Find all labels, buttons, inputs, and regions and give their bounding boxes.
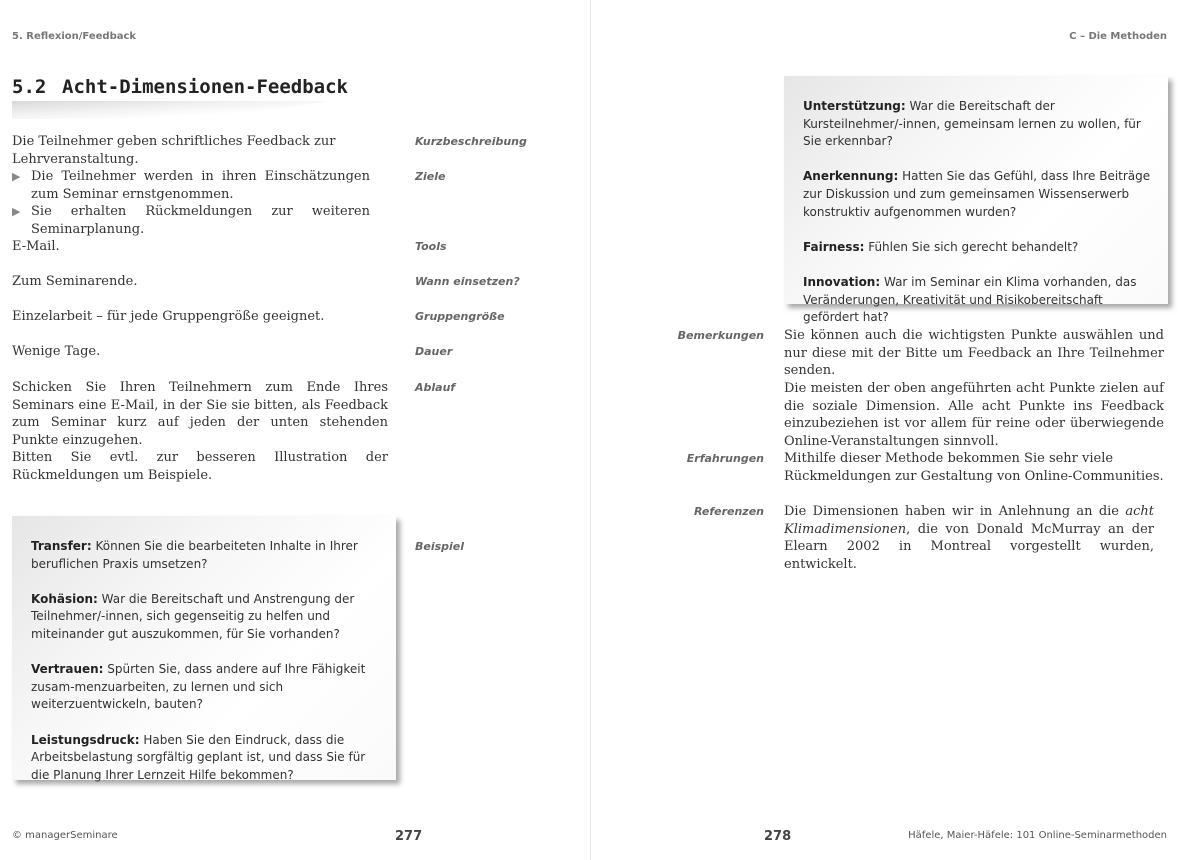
label-goals: Ziele [415, 170, 446, 183]
title-underline-decoration [12, 101, 332, 119]
label-procedure: Ablauf [415, 381, 456, 394]
dimension-item: Leistungsdruck: Haben Sie den Eindruck, dass die Arbeitsbelastung sorgfältig geplant ist, und dass Sie für die Planung Ihrer Lernzeit Hilfe bekommen? [31, 732, 366, 782]
triangle-bullet-icon: ▶ [12, 170, 21, 183]
dimensions-box-continued [784, 76, 1168, 325]
label-experiences: Erfahrungen [686, 452, 764, 465]
section-heading [12, 76, 348, 98]
right-page [590, 0, 1200, 860]
remarks-text-1: Sie können auch die wichtigsten Punkte auswählen und nur diese mit der Bitte um Feedback an Ihre Teilnehmer senden. [784, 328, 1164, 379]
experiences-text: Mithilfe dieser Methode bekommen Sie sehr viele Rückmeldungen zur Gestaltung von Online-Communities. [784, 451, 1164, 484]
duration-text: Wenige Tage. [12, 344, 101, 359]
intro-text: Die Teilnehmer geben schriftliches Feedback zur Lehrveranstaltung. [12, 134, 336, 167]
goals-list [12, 168, 370, 238]
dimension-item: Unterstützung: War die Bereitschaft der Kursteilnehmer/-innen, gemeinsam lernen zu wollen, für Sie erkennbar? [803, 99, 1141, 149]
references-text: Die Dimensionen haben wir in Anlehnung an die acht Klimadimensionen, die von Donald McMurray an der Elearn 2002 in Montreal vorgestellt wurden, entwickelt. [784, 504, 1154, 572]
example-box [12, 516, 396, 780]
goal-text: Die Teilnehmer werden in ihren Einschätzungen zum Seminar ernstgenommen. [31, 169, 370, 202]
running-head-left: 5. Reflexion/Feedback [12, 31, 137, 42]
label-tools: Tools [415, 240, 447, 253]
running-head-right: C – Die Methoden [1069, 31, 1167, 42]
dimension-item: Anerkennung: Hatten Sie das Gefühl, dass Ihre Beiträge zur Diskussion und zum gemeinsamen Wissenserwerb konstruktiv aufgenommen wurden? [803, 169, 1151, 219]
procedure-text-1: Schicken Sie Ihren Teilnehmern zum Ende Ihres Seminars eine E-Mail, in der Sie sie bitten, als Feedback zum Seminar kurz auf jeden der unten stehenden Punkte einzugehen. [12, 380, 388, 448]
remarks-text-2: Die meisten der oben angeführten acht Punkte zielen auf die soziale Dimension. Alle acht Punkte ins Feedback einzubeziehen ist vor allem für reine oder überwiegende Online-Veranstaltungen sinnvoll. [784, 381, 1164, 449]
left-page [0, 0, 590, 860]
copyright: © managerSeminare [12, 830, 118, 841]
dimension-item: Kohäsion: War die Bereitschaft und Anstrengung der Teilnehmer/-innen, sich gegenseitig zu helfen und miteinander gut auszukommen, für Sie vorhanden? [31, 591, 355, 641]
label-example: Beispiel [415, 540, 465, 553]
dimension-item: Innovation: War im Seminar ein Klima vorhanden, das Veränderungen, Kreativität und Risikobereitschaft gefördert hat? [803, 274, 1137, 325]
tools-text: E-Mail. [12, 239, 60, 254]
section-title: Acht-Dimensionen-Feedback [62, 76, 348, 98]
goal-item [12, 168, 370, 203]
dimension-item: Vertrauen: Spürten Sie, dass andere auf Ihre Fähigkeit zusam-menzuarbeiten, zu lernen und sich weiterzuentwickeln, bauten? [31, 662, 366, 712]
label-references: Referenzen [693, 505, 764, 518]
group-size-text: Einzelarbeit – für jede Gruppengröße geeignet. [12, 309, 325, 324]
label-group-size: Gruppengröße [415, 310, 505, 323]
label-duration: Dauer [415, 345, 453, 358]
procedure-text-2: Bitten Sie evtl. zur besseren Illustration der Rückmeldungen um Beispiele. [12, 450, 388, 483]
references-emphasis: acht Klimadimensionen [784, 504, 1154, 537]
label-when: Wann einsetzen? [415, 275, 520, 288]
goal-item [12, 203, 370, 238]
when-text: Zum Seminarende. [12, 274, 138, 289]
triangle-bullet-icon: ▶ [12, 205, 21, 219]
page-number-left: 277 [395, 829, 423, 844]
section-number: 5.2 [12, 76, 47, 98]
dimension-item: Fairness: Fühlen Sie sich gerecht behandelt? [803, 239, 1079, 254]
footer-credit: Häfele, Maier-Häfele: 101 Online-Seminarmethoden [908, 830, 1167, 841]
dimension-item: Transfer: Können Sie die bearbeiteten Inhalte in Ihrer beruflichen Praxis umsetzen? [31, 539, 358, 571]
label-remarks: Bemerkungen [677, 329, 764, 342]
label-short-description: Kurzbeschreibung [415, 135, 527, 148]
page-number-right: 278 [764, 829, 792, 844]
goal-text: Sie erhalten Rückmeldungen zur weiteren Seminarplanung. [31, 204, 370, 237]
